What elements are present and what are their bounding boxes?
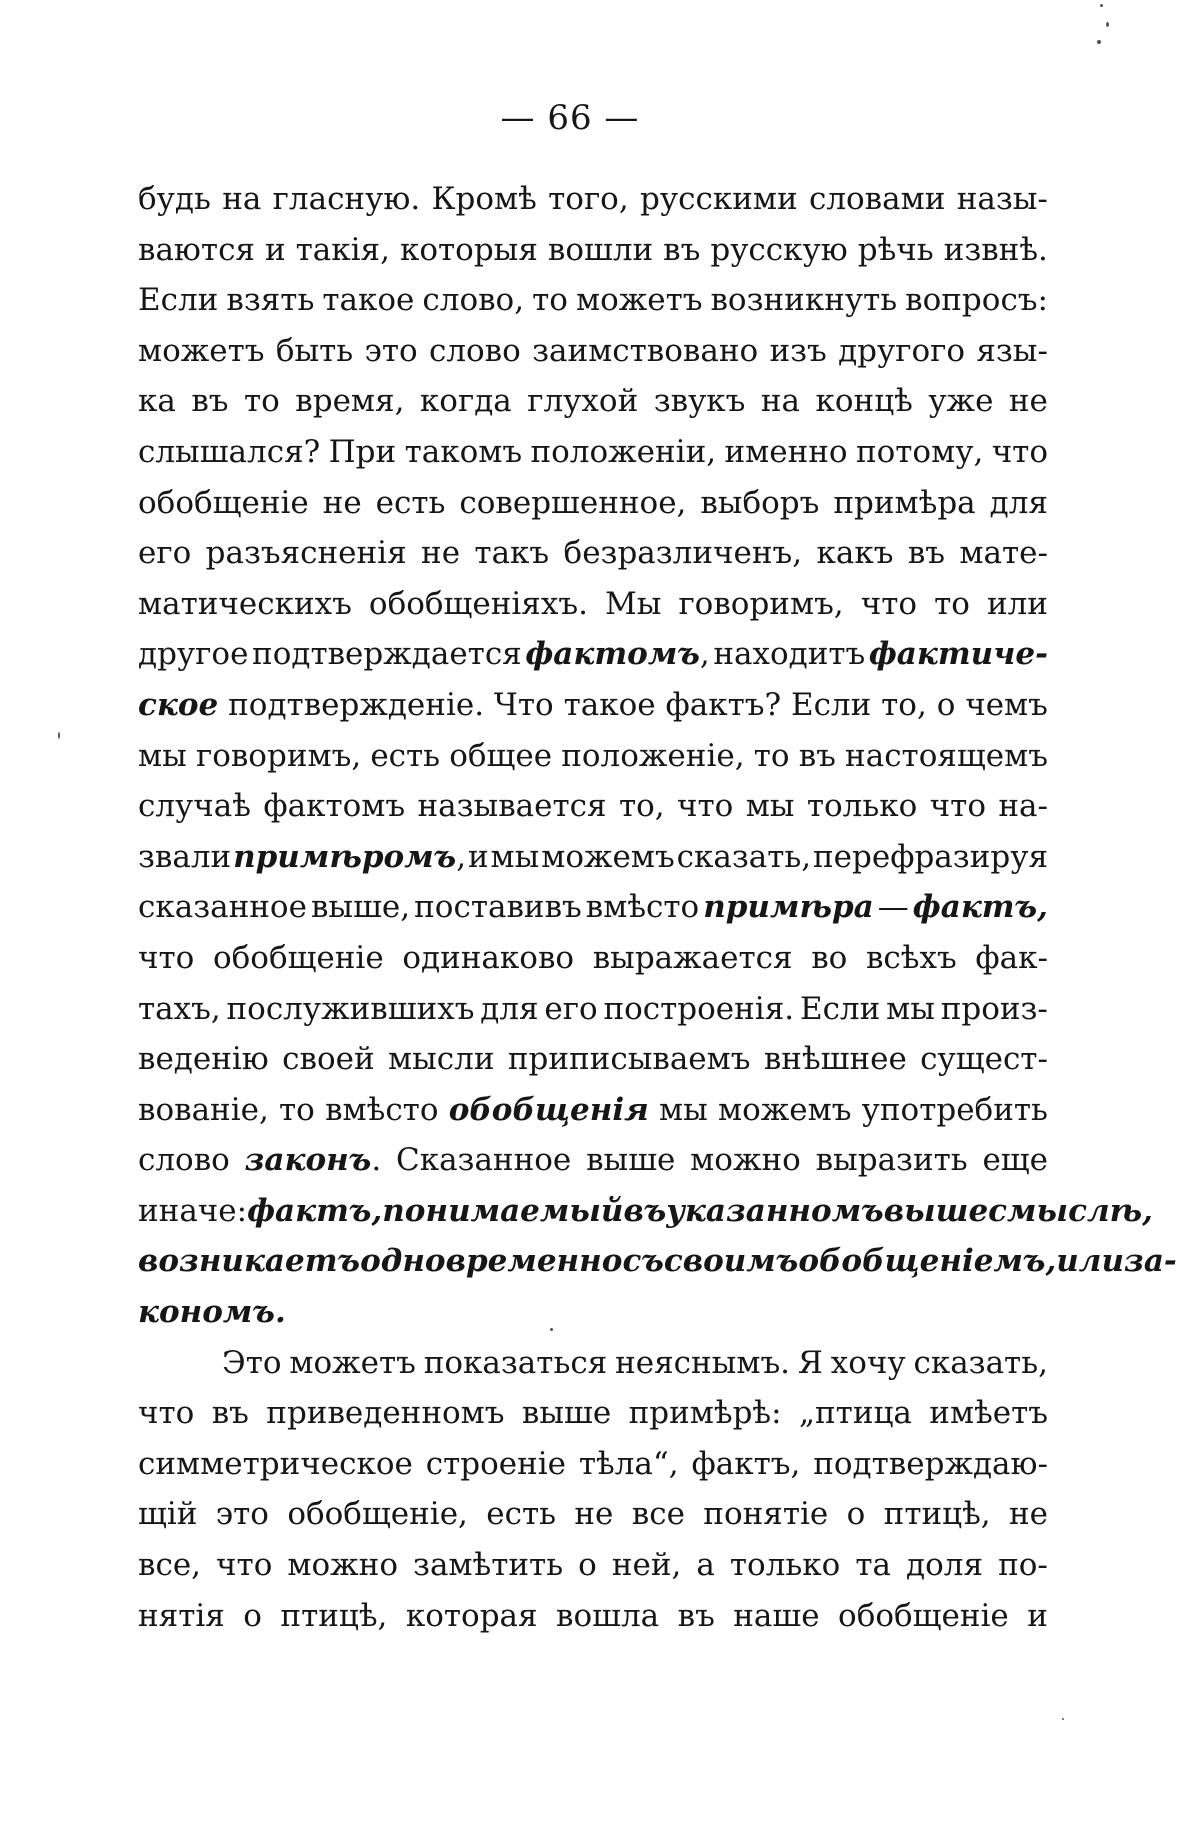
text-line xyxy=(138,1236,1177,1287)
word: что xyxy=(216,1547,273,1584)
word: тѣла“, xyxy=(578,1445,679,1482)
word: и xyxy=(1027,1597,1048,1634)
text-line xyxy=(138,275,1048,326)
text-line xyxy=(138,984,1048,1035)
word: не xyxy=(1008,1496,1048,1533)
word: обобщеніе xyxy=(838,1597,1009,1634)
word: послужившихъ xyxy=(226,990,475,1027)
word: ка xyxy=(138,383,176,420)
word: глухой xyxy=(527,383,639,420)
word: фактъ? xyxy=(665,686,782,723)
word: сказанное xyxy=(138,889,307,926)
word: такое xyxy=(322,282,415,319)
word: одинаково xyxy=(402,939,575,976)
word: хочу xyxy=(830,1344,906,1381)
word: всѣхъ xyxy=(865,939,957,976)
word: возникнуть xyxy=(710,282,898,319)
word: вошли xyxy=(547,231,654,268)
word: показаться xyxy=(423,1344,608,1381)
word: При xyxy=(328,433,397,470)
word: наше xyxy=(733,1597,820,1634)
word: доля xyxy=(906,1547,984,1584)
word: словами xyxy=(808,181,946,217)
word: въ xyxy=(191,383,229,420)
word: сущест- xyxy=(920,1041,1048,1078)
word: фактъ, xyxy=(691,1445,801,1482)
word: подтвержденіе. xyxy=(228,686,485,723)
word: Если xyxy=(790,686,872,723)
word: фактомъ, xyxy=(525,636,710,673)
text-line xyxy=(138,478,1048,529)
word: чемъ xyxy=(965,686,1048,723)
text-line xyxy=(138,528,1048,579)
word: ваются xyxy=(138,231,255,268)
word: — xyxy=(877,889,909,926)
word: изъ xyxy=(769,332,827,369)
word: находитъ xyxy=(713,636,866,673)
word: и xyxy=(467,838,489,875)
word: веденію xyxy=(138,1041,269,1078)
text-line xyxy=(138,225,1048,276)
text-line xyxy=(138,832,1048,883)
word: рѣчь xyxy=(857,231,934,268)
word: что xyxy=(138,1395,195,1432)
text-line xyxy=(138,1287,1048,1338)
word: въ xyxy=(211,1395,249,1432)
word: для xyxy=(480,990,539,1027)
word: возникаетъ xyxy=(138,1243,361,1280)
word: именно xyxy=(724,433,848,470)
word: примѣромъ, xyxy=(233,838,467,875)
word: о xyxy=(846,1496,866,1533)
word: есть xyxy=(375,484,446,521)
word: на xyxy=(222,181,262,217)
word: его xyxy=(138,535,192,572)
word: можетъ xyxy=(138,332,265,369)
word: положеніе, xyxy=(561,737,745,774)
word: фактиче- xyxy=(868,636,1048,673)
word: Кромѣ xyxy=(431,181,537,217)
word: Сказанное xyxy=(395,1142,572,1179)
word: такое xyxy=(563,686,656,723)
word: обобщенія xyxy=(448,1091,649,1128)
word: мы xyxy=(490,838,540,875)
word: то xyxy=(243,383,280,420)
word: взять xyxy=(226,282,315,319)
word: мы xyxy=(658,1091,708,1128)
word: въ xyxy=(623,1192,667,1229)
word: заимствовано xyxy=(532,332,759,369)
word: которыя xyxy=(399,231,538,268)
word: то, xyxy=(618,788,665,825)
text-line xyxy=(138,174,1048,225)
text-line xyxy=(138,933,1048,984)
page-number: — 66 — xyxy=(500,98,640,138)
word: поставивъ xyxy=(414,889,582,926)
word: или xyxy=(986,585,1048,622)
word: своимъ xyxy=(663,1243,799,1280)
word: что xyxy=(677,788,734,825)
text-line xyxy=(138,1085,1048,1136)
word: матическихъ xyxy=(138,585,352,622)
text-line xyxy=(138,1439,1048,1490)
word: въ xyxy=(677,1597,715,1634)
word: одновременно xyxy=(360,1243,623,1280)
word: строеніе xyxy=(425,1445,567,1482)
word: мы xyxy=(138,737,187,774)
word: примѣрѣ: xyxy=(628,1395,782,1432)
word: не xyxy=(1008,383,1048,420)
word: въ xyxy=(907,535,946,572)
word: потому, xyxy=(855,433,984,470)
word: выше, xyxy=(310,889,411,926)
word: слово xyxy=(138,1142,230,1179)
word: выше xyxy=(586,1142,676,1179)
word: того, xyxy=(548,181,629,217)
word: ское xyxy=(138,686,219,723)
word: вованіе, xyxy=(138,1091,269,1128)
word: звали xyxy=(138,838,232,875)
word: вмѣсто xyxy=(585,889,700,926)
word: говоримъ, xyxy=(195,737,362,774)
word: о xyxy=(936,686,956,723)
text-line xyxy=(138,1135,1048,1186)
word: можетъ xyxy=(575,282,703,319)
word: выражается xyxy=(592,939,793,976)
word: называется xyxy=(417,788,607,825)
word: обобщеніе xyxy=(212,939,384,976)
word: вошла xyxy=(556,1597,660,1634)
word: другое xyxy=(138,636,249,673)
word: сказать, xyxy=(676,838,812,875)
word: смыслѣ, xyxy=(988,1192,1153,1229)
word: положеніи, xyxy=(530,433,717,470)
word: такъ xyxy=(474,535,550,572)
word: ней, xyxy=(611,1547,682,1584)
word: звукъ xyxy=(653,383,746,420)
word: выше xyxy=(883,1192,989,1229)
word: вопросъ: xyxy=(905,282,1048,319)
word: что xyxy=(991,433,1048,470)
word: когда xyxy=(419,383,512,420)
word: то xyxy=(934,585,970,622)
word: можно xyxy=(287,1547,399,1584)
text-line xyxy=(138,1591,1048,1642)
word: не xyxy=(421,535,461,572)
word: то xyxy=(532,282,568,319)
word: слово xyxy=(428,332,521,369)
word: „птица xyxy=(798,1395,912,1432)
word: симметрическое xyxy=(138,1445,413,1482)
word: говоримъ, xyxy=(678,585,844,622)
word: подтверждается xyxy=(252,636,522,673)
word: Если xyxy=(799,990,881,1027)
text-line xyxy=(138,1338,1048,1389)
word: быть xyxy=(275,332,354,369)
scan-speck xyxy=(1097,40,1101,44)
word: построенія. xyxy=(603,990,795,1027)
word: случаѣ xyxy=(138,788,251,825)
word: примѣра xyxy=(833,484,976,521)
word: что xyxy=(929,788,986,825)
word: только xyxy=(806,788,918,825)
word: и xyxy=(264,231,286,268)
word: или xyxy=(1056,1243,1125,1280)
word: замѣтить xyxy=(413,1547,564,1584)
word: о xyxy=(578,1547,597,1584)
text-line xyxy=(138,1186,1153,1237)
text-line xyxy=(138,579,1048,630)
text-line xyxy=(138,680,1048,731)
word: слышался? xyxy=(138,433,321,470)
word: о xyxy=(243,1597,262,1634)
word: настоящемъ xyxy=(845,737,1048,774)
word: птицѣ, xyxy=(883,1496,991,1533)
word: другого xyxy=(838,332,966,369)
word: фактомъ xyxy=(263,788,406,825)
word: время, xyxy=(295,383,405,420)
scan-speck xyxy=(1062,1718,1064,1720)
word: извнѣ. xyxy=(943,231,1048,268)
text-line xyxy=(138,1388,1048,1439)
word: на xyxy=(760,383,801,420)
word: неяснымъ. xyxy=(615,1344,791,1381)
word: употребить xyxy=(861,1091,1048,1128)
word: слово, xyxy=(422,282,525,319)
word: нятія xyxy=(138,1597,225,1634)
text-line xyxy=(138,1540,1048,1591)
word: какъ xyxy=(816,535,894,572)
word: разъясненія xyxy=(205,535,407,572)
word: щій xyxy=(138,1496,198,1533)
word: законъ. xyxy=(244,1142,382,1179)
word: подтверждаю- xyxy=(813,1445,1048,1482)
word: его xyxy=(544,990,598,1027)
word: обобщеніяхъ. xyxy=(368,585,588,622)
word: можетъ xyxy=(289,1344,416,1381)
word: то, xyxy=(881,686,927,723)
word: выборъ xyxy=(700,484,820,521)
word: кономъ. xyxy=(138,1294,286,1331)
word: птицѣ, xyxy=(280,1597,388,1634)
word: за- xyxy=(1124,1243,1177,1280)
word: съ xyxy=(622,1243,664,1280)
word: по- xyxy=(998,1547,1048,1584)
word: можемъ xyxy=(541,838,675,875)
word: не xyxy=(574,1496,614,1533)
word: совершенное, xyxy=(459,484,687,521)
scan-speck xyxy=(1100,4,1103,7)
word: въ xyxy=(798,737,836,774)
word: можемъ xyxy=(717,1091,852,1128)
text-line xyxy=(138,781,1048,832)
word: это xyxy=(215,1496,269,1533)
scan-speck xyxy=(550,1328,553,1331)
word: еще xyxy=(982,1142,1048,1179)
body-text xyxy=(138,174,1177,1641)
text-line xyxy=(138,1034,1048,1085)
word: это xyxy=(364,332,418,369)
word: что xyxy=(138,939,195,976)
word: Если xyxy=(138,282,219,319)
word: будь xyxy=(138,181,211,217)
word: мы xyxy=(886,990,935,1027)
word: сказать, xyxy=(913,1344,1048,1381)
word: такомъ xyxy=(404,433,523,470)
word: мы xyxy=(745,788,795,825)
word: есть xyxy=(486,1496,557,1533)
word: русскими xyxy=(640,181,798,217)
word: тахъ, xyxy=(138,990,221,1027)
text-line xyxy=(138,427,1048,478)
scan-speck xyxy=(1106,22,1109,27)
word: не xyxy=(322,484,362,521)
word: обобщеніемъ, xyxy=(798,1243,1057,1280)
word: все, xyxy=(138,1547,202,1584)
word: приписываемъ xyxy=(507,1041,751,1078)
word: что xyxy=(860,585,918,622)
word: произ- xyxy=(940,990,1048,1027)
word: перефразируя xyxy=(813,838,1048,875)
word: Я xyxy=(797,1344,823,1381)
word: а xyxy=(696,1547,715,1584)
word: выразить xyxy=(815,1142,968,1179)
word: есть xyxy=(370,737,441,774)
word: понятіе xyxy=(703,1496,829,1533)
word: такія, xyxy=(295,231,390,268)
word: понимаемый xyxy=(382,1192,624,1229)
word: фактъ, xyxy=(912,889,1048,926)
text-line xyxy=(138,629,1048,680)
word: то xyxy=(753,737,790,774)
scan-speck xyxy=(58,732,60,739)
word: мате- xyxy=(959,535,1048,572)
word: все xyxy=(631,1496,685,1533)
word: имѣетъ xyxy=(929,1395,1048,1432)
word: фак- xyxy=(975,939,1048,976)
word: приведенномъ xyxy=(266,1395,505,1432)
word: концѣ xyxy=(815,383,913,420)
word: Что xyxy=(493,686,554,723)
word: то xyxy=(279,1091,315,1128)
text-line xyxy=(138,376,1048,427)
word: примѣра xyxy=(703,889,874,926)
text-line xyxy=(138,1489,1048,1540)
word: фактъ, xyxy=(247,1192,383,1229)
word: вмѣсто xyxy=(325,1091,439,1128)
word: на- xyxy=(998,788,1048,825)
word: назы- xyxy=(956,181,1048,217)
word: Это xyxy=(222,1344,282,1381)
text-line xyxy=(138,882,1048,933)
word: обобщеніе, xyxy=(287,1496,468,1533)
word: язы- xyxy=(976,332,1048,369)
word: только xyxy=(729,1547,841,1584)
word: внѣшнее xyxy=(763,1041,907,1078)
word: иначе: xyxy=(138,1192,248,1229)
word: гласную. xyxy=(272,181,421,217)
text-line xyxy=(138,326,1048,377)
word: безразличенъ, xyxy=(563,535,803,572)
word: въ xyxy=(663,231,701,268)
word: та xyxy=(855,1547,892,1584)
word: можно xyxy=(690,1142,801,1179)
text-line xyxy=(138,731,1048,782)
word: выше xyxy=(521,1395,612,1432)
word: Мы xyxy=(604,585,662,622)
word: обобщеніе xyxy=(138,484,309,521)
word: для xyxy=(989,484,1048,521)
word: указанномъ xyxy=(666,1192,884,1229)
word: мысли xyxy=(387,1041,495,1078)
word: во xyxy=(811,939,848,976)
word: своей xyxy=(282,1041,375,1078)
word: которая xyxy=(405,1597,538,1634)
word: общее xyxy=(449,737,553,774)
word: уже xyxy=(928,383,994,420)
word: русскую xyxy=(710,231,848,268)
